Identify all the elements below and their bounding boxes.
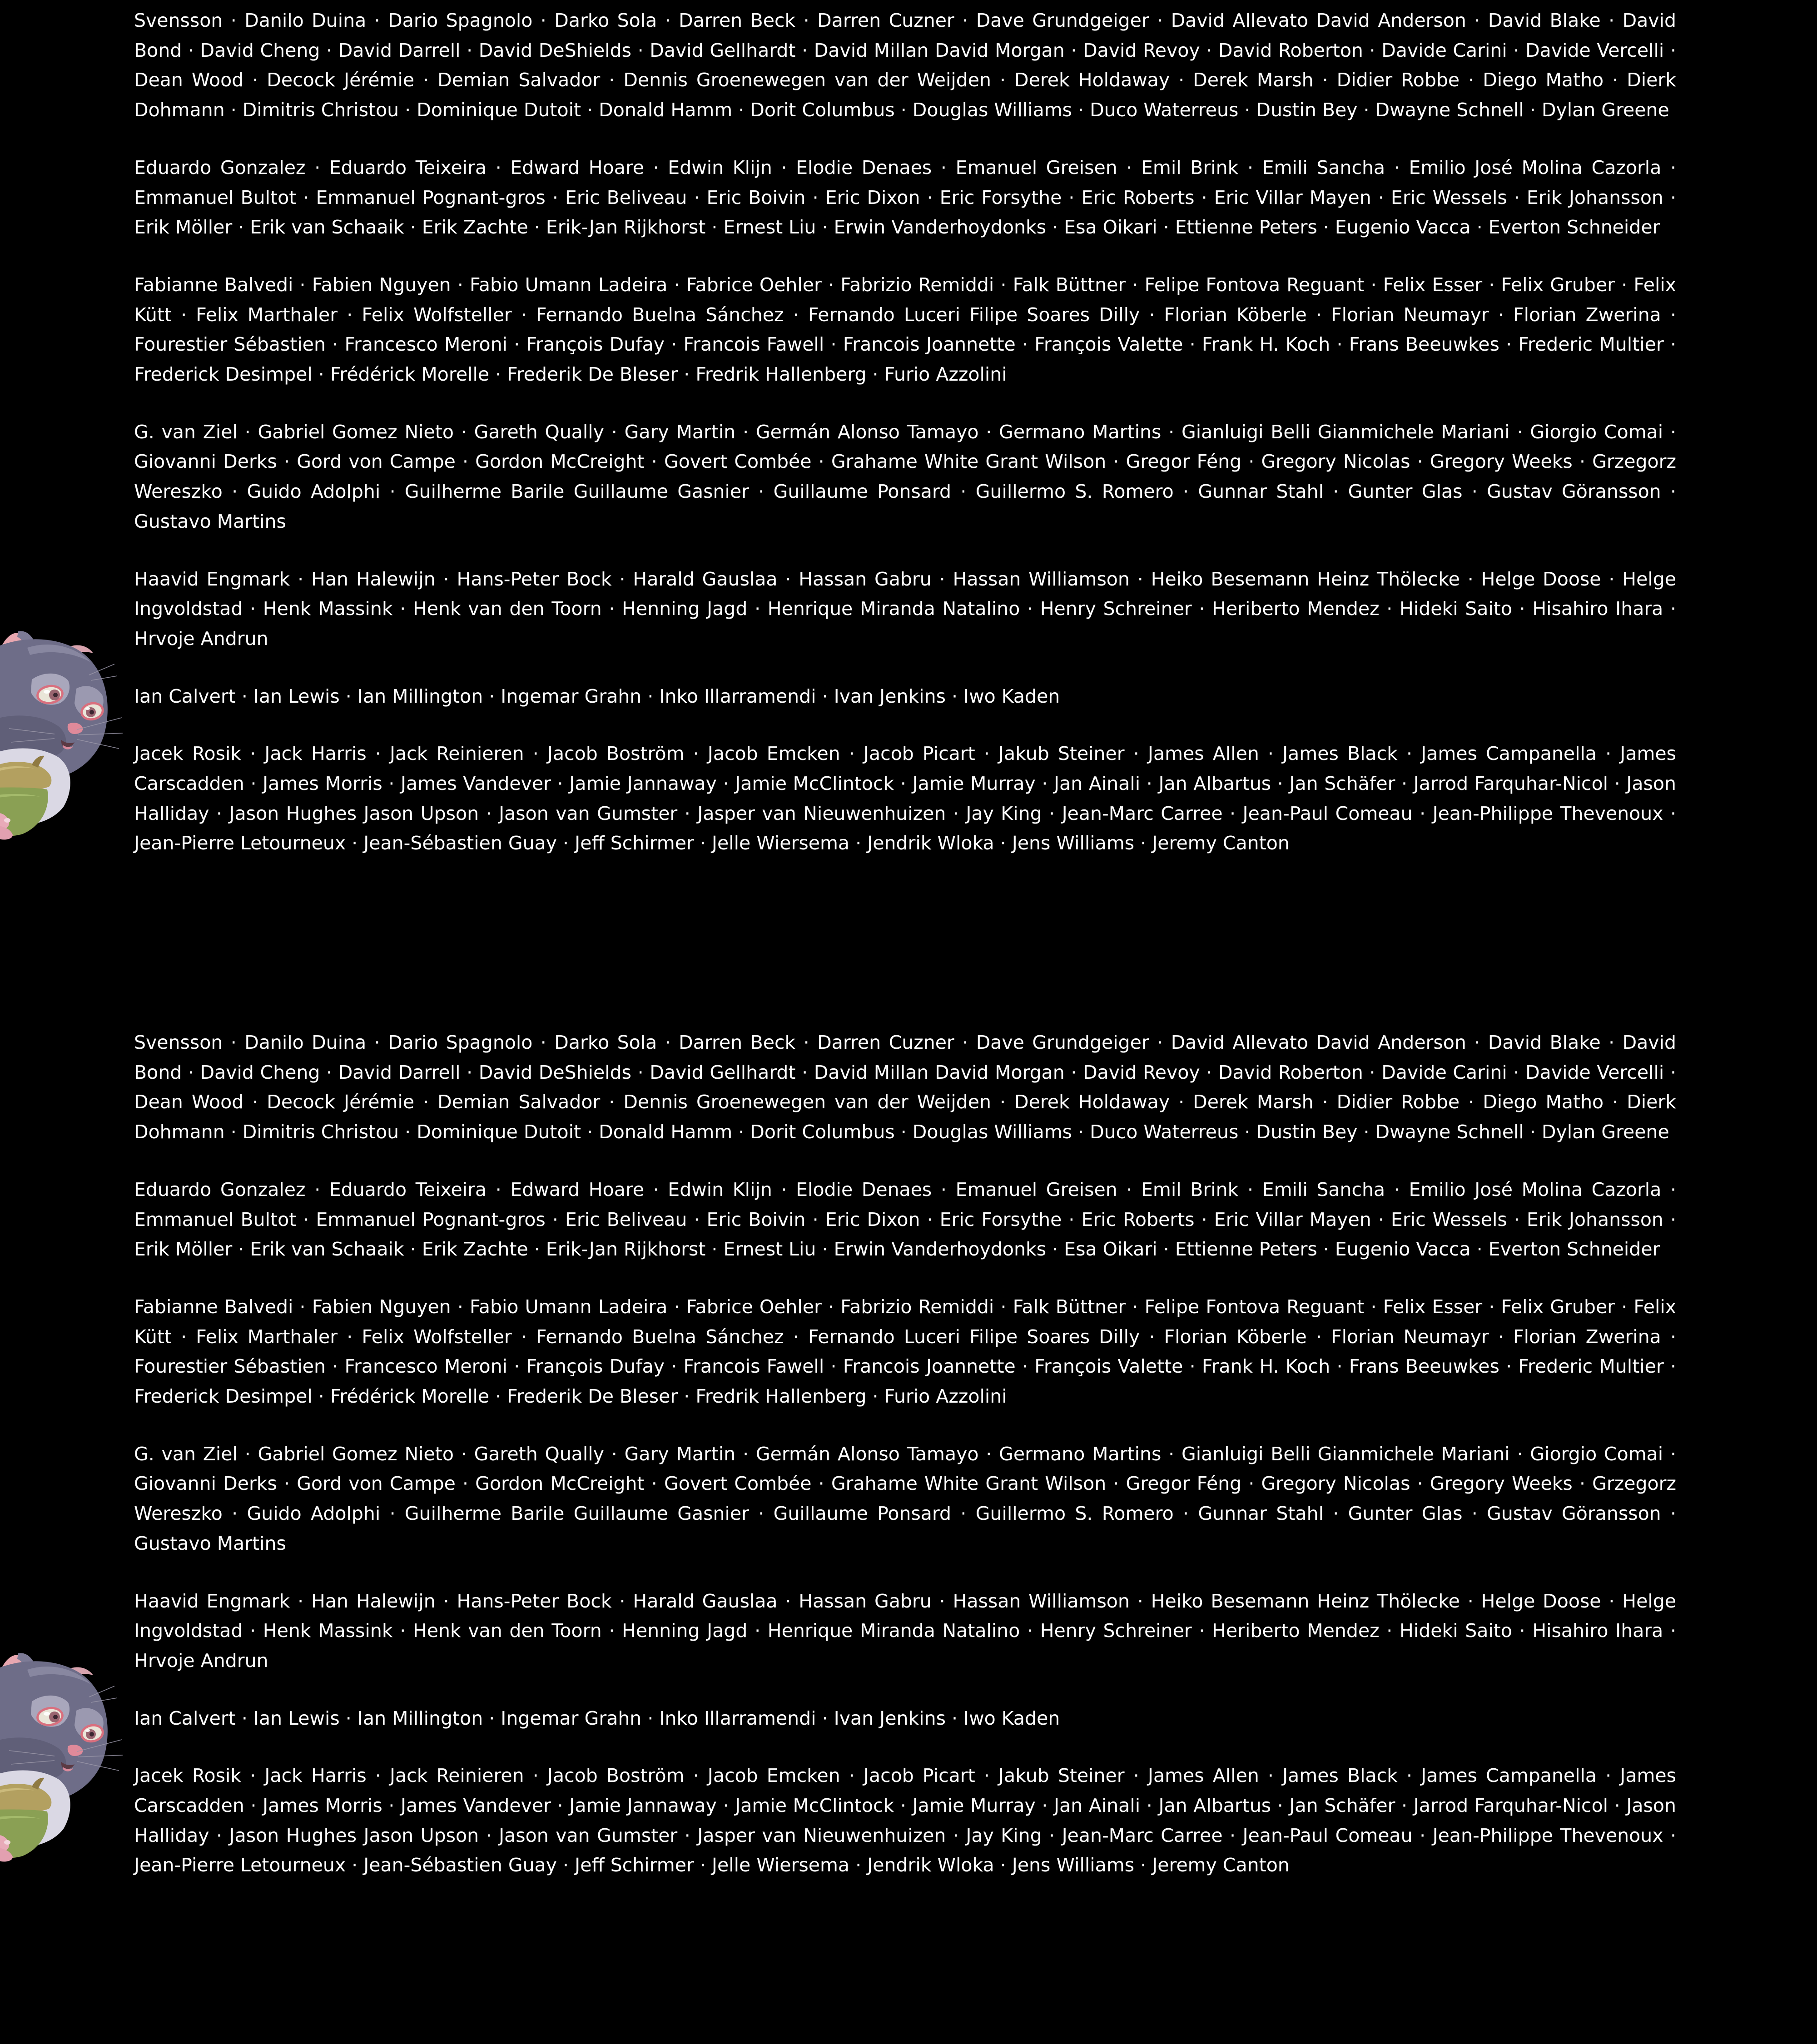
credits-paragraph: G. van Ziel · Gabriel Gomez Nieto · Gareth Qually · Gary Martin · Germán Alonso Tamayo · Germano Martins · Gianluigi Belli Gianmichele Mariani · Giorgio Comai · Giovanni Derks · Gord von Campe · Gordon McCreight · Govert Combée · Grahame White Grant Wilson · Gregor Féng · Gregory Nicolas · Gregory Weeks · Grzegorz Wereszko · Guido Adolphi · Guilherme Barile Guillaume Gasnier · Guillaume Ponsard · Guillermo S. Romero · Gunnar Stahl · Gunter Glas · Gustav Göransson · Gustavo Martins (134, 421, 1676, 532)
credits-paragraph: Svensson · Danilo Duina · Dario Spagnolo · Darko Sola · Darren Beck · Darren Cuzner · Dave Grundgeiger · David Allevato David Anderson · David Blake · David Bond · David Cheng · David Darrell · David DeShields · David Gellhardt · David Millan David Morgan · David Revoy · David Roberton · Davide Carini · Davide Vercelli · Dean Wood · Decock Jérémie · Demian Salvador · Dennis Groenewegen van der Weijden · Derek Holdaway · Derek Marsh · Didier Robbe · Diego Matho · Dierk Dohmann · Dimitris Christou · Dominique Dutoit · Donald Hamm · Dorit Columbus · Douglas Williams · Duco Waterreus · Dustin Bey · Dwayne Schnell · Dylan Greene (134, 10, 1676, 121)
credits-text-block (0, 0, 1817, 858)
credits-paragraph: Eduardo Gonzalez · Eduardo Teixeira · Edward Hoare · Edwin Klijn · Elodie Denaes · Emanuel Greisen · Emil Brink · Emili Sancha · Emilio José Molina Cazorla · Emmanuel Bultot · Emmanuel Pognant-gros · Eric Beliveau · Eric Boivin · Eric Dixon · Eric Forsythe · Eric Roberts · Eric Villar Mayen · Eric Wessels · Erik Johansson · Erik Möller · Erik van Schaaik · Erik Zachte · Erik-Jan Rijkhorst · Ernest Liu · Erwin Vanderhoydonks · Esa Oikari · Ettienne Peters · Eugenio Vacca · Everton Schneider (134, 1178, 1676, 1260)
credits-paragraph: Ian Calvert · Ian Lewis · Ian Millington · Ingemar Grahn · Inko Illarramendi · Ivan Jenkins · Iwo Kaden (134, 685, 1060, 707)
credits-text-block (0, 1022, 1817, 1880)
credits-paragraph: Eduardo Gonzalez · Eduardo Teixeira · Edward Hoare · Edwin Klijn · Elodie Denaes · Emanuel Greisen · Emil Brink · Emili Sancha · Emilio José Molina Cazorla · Emmanuel Bultot · Emmanuel Pognant-gros · Eric Beliveau · Eric Boivin · Eric Dixon · Eric Forsythe · Eric Roberts · Eric Villar Mayen · Eric Wessels · Erik Johansson · Erik Möller · Erik van Schaaik · Erik Zachte · Erik-Jan Rijkhorst · Ernest Liu · Erwin Vanderhoydonks · Esa Oikari · Ettienne Peters · Eugenio Vacca · Everton Schneider (134, 156, 1676, 238)
credits-paragraph: Jacek Rosik · Jack Harris · Jack Reinieren · Jacob Boström · Jacob Emcken · Jacob Picart · Jakub Steiner · James Allen · James Black · James Campanella · James Carscadden · James Morris · James Vandever · Jamie Jannaway · Jamie McClintock · Jamie Murray · Jan Ainali · Jan Albartus · Jan Schäfer · Jarrod Farquhar-Nicol · Jason Halliday · Jason Hughes Jason Upson · Jason van Gumster · Jasper van Nieuwenhuizen · Jay King · Jean-Marc Carree · Jean-Paul Comeau · Jean-Philippe Thevenoux · Jean-Pierre Letourneux · Jean-Sébastien Guay · Jeff Schirmer · Jelle Wiersema · Jendrik Wloka · Jens Williams · Jeremy Canton (134, 743, 1676, 854)
credits-paragraph: Fabianne Balvedi · Fabien Nguyen · Fabio Umann Ladeira · Fabrice Oehler · Fabrizio Remiddi · Falk Büttner · Felipe Fontova Reguant · Felix Esser · Felix Gruber · Felix Kütt · Felix Marthaler · Felix Wolfsteller · Fernando Buelna Sánchez · Fernando Luceri Filipe Soares Dilly · Florian Köberle · Florian Neumayr · Florian Zwerina · Fourestier Sébastien · Francesco Meroni · François Dufay · Francois Fawell · Francois Joannette · François Valette · Frank H. Koch · Frans Beeuwkes · Frederic Multier · Frederick Desimpel · Frédérick Morelle · Frederik De Bleser · Fredrik Hallenberg · Furio Azzolini (134, 273, 1676, 386)
credits-paragraph: Fabianne Balvedi · Fabien Nguyen · Fabio Umann Ladeira · Fabrice Oehler · Fabrizio Remiddi · Falk Büttner · Felipe Fontova Reguant · Felix Esser · Felix Gruber · Felix Kütt · Felix Marthaler · Felix Wolfsteller · Fernando Buelna Sánchez · Fernando Luceri Filipe Soares Dilly · Florian Köberle · Florian Neumayr · Florian Zwerina · Fourestier Sébastien · Francesco Meroni · François Dufay · Francois Fawell · Francois Joannette · François Valette · Frank H. Koch · Frans Beeuwkes · Frederic Multier · Frederick Desimpel · Frédérick Morelle · Frederik De Bleser · Fredrik Hallenberg · Furio Azzolini (134, 1295, 1676, 1408)
credits-tile-2 (0, 1022, 1817, 2044)
credits-paragraph: Haavid Engmark · Han Halewijn · Hans-Peter Bock · Harald Gauslaa · Hassan Gabru · Hassan Williamson · Heiko Besemann Heinz Thölecke · Helge Doose · Helge Ingvoldstad · Henk Massink · Henk van den Toorn · Henning Jagd · Henrique Miranda Natalino · Henry Schreiner · Heriberto Mendez · Hideki Saito · Hisahiro Ihara · Hrvoje Andrun (134, 1590, 1676, 1672)
credits-paragraph: G. van Ziel · Gabriel Gomez Nieto · Gareth Qually · Gary Martin · Germán Alonso Tamayo · Germano Martins · Gianluigi Belli Gianmichele Mariani · Giorgio Comai · Giovanni Derks · Gord von Campe · Gordon McCreight · Govert Combée · Grahame White Grant Wilson · Gregor Féng · Gregory Nicolas · Gregory Weeks · Grzegorz Wereszko · Guido Adolphi · Guilherme Barile Guillaume Gasnier · Guillaume Ponsard · Guillermo S. Romero · Gunnar Stahl · Gunter Glas · Gustav Göransson · Gustavo Martins (134, 1443, 1676, 1554)
credits-paragraph: Svensson · Danilo Duina · Dario Spagnolo · Darko Sola · Darren Beck · Darren Cuzner · Dave Grundgeiger · David Allevato David Anderson · David Blake · David Bond · David Cheng · David Darrell · David DeShields · David Gellhardt · David Millan David Morgan · David Revoy · David Roberton · Davide Carini · Davide Vercelli · Dean Wood · Decock Jérémie · Demian Salvador · Dennis Groenewegen van der Weijden · Derek Holdaway · Derek Marsh · Didier Robbe · Diego Matho · Dierk Dohmann · Dimitris Christou · Dominique Dutoit · Donald Hamm · Dorit Columbus · Douglas Williams · Duco Waterreus · Dustin Bey · Dwayne Schnell · Dylan Greene (134, 1032, 1676, 1143)
credits-paragraph: Ian Calvert · Ian Lewis · Ian Millington · Ingemar Grahn · Inko Illarramendi · Ivan Jenkins · Iwo Kaden (134, 1707, 1060, 1729)
credits-paragraph: Haavid Engmark · Han Halewijn · Hans-Peter Bock · Harald Gauslaa · Hassan Gabru · Hassan Williamson · Heiko Besemann Heinz Thölecke · Helge Doose · Helge Ingvoldstad · Henk Massink · Henk van den Toorn · Henning Jagd · Henrique Miranda Natalino · Henry Schreiner · Heriberto Mendez · Hideki Saito · Hisahiro Ihara · Hrvoje Andrun (134, 568, 1676, 650)
credits-paragraph: Jacek Rosik · Jack Harris · Jack Reinieren · Jacob Boström · Jacob Emcken · Jacob Picart · Jakub Steiner · James Allen · James Black · James Campanella · James Carscadden · James Morris · James Vandever · Jamie Jannaway · Jamie McClintock · Jamie Murray · Jan Ainali · Jan Albartus · Jan Schäfer · Jarrod Farquhar-Nicol · Jason Halliday · Jason Hughes Jason Upson · Jason van Gumster · Jasper van Nieuwenhuizen · Jay King · Jean-Marc Carree · Jean-Paul Comeau · Jean-Philippe Thevenoux · Jean-Pierre Letourneux · Jean-Sébastien Guay · Jeff Schirmer · Jelle Wiersema · Jendrik Wloka · Jens Williams · Jeremy Canton (134, 1765, 1676, 1876)
